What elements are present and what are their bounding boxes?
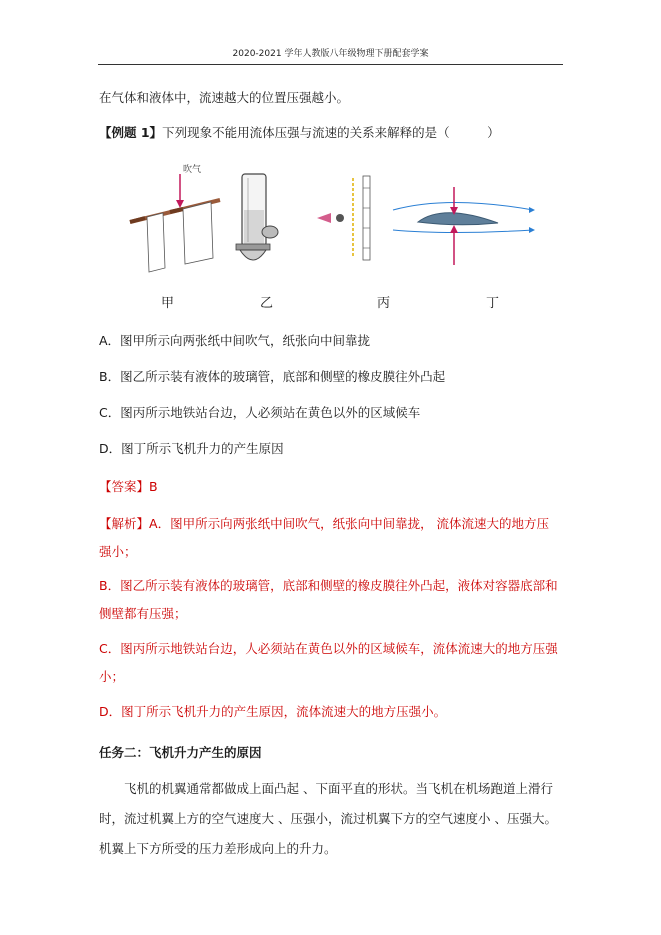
task2-body: 飞机的机翼通常都做成上面凸起 、下面平直的形状。当飞机在机场跑道上滑行时，流过机翼上方的空气速度大 、压强小，流过机翼下方的空气速度小 、压强大。机翼上下方所受的压力差形成向上的升力。 <box>99 781 557 856</box>
header-rule <box>98 64 563 65</box>
airflow-top-head <box>529 207 535 213</box>
side-membrane <box>262 226 278 238</box>
analysis-tag: 【解析】 <box>99 516 150 531</box>
answer-value: B <box>149 479 158 494</box>
blow-label: 吹气 <box>183 164 202 174</box>
analysis-a <box>99 510 561 566</box>
bottom-membrane <box>240 250 266 260</box>
airflow-top <box>393 203 533 211</box>
option-b: B．图乙所示装有液体的玻璃管，底部和侧壁的橡皮膜往外凸起 <box>99 369 446 384</box>
question-text: 下列现象不能用流体压强与流速的关系来解释的是（ ） <box>162 125 500 140</box>
figure-label-yi: 乙 <box>260 296 274 311</box>
figure-bing <box>315 168 385 268</box>
rod-end <box>130 218 145 222</box>
option-c: C．图丙所示地铁站台边，人必须站在黄色以外的区域候车 <box>99 405 421 420</box>
liquid <box>244 210 264 244</box>
figure-ding <box>388 185 538 270</box>
intro-text: 在气体和液体中，流速越大的位置压强越小。 <box>99 90 350 105</box>
page-header: 2020-2021 学年人教版八年级物理下册配套学案 <box>232 49 429 59</box>
airflow-bottom <box>393 230 533 233</box>
analysis-d: D．图丁所示飞机升力的产生原因，流体流速大的地方压强小。 <box>99 704 447 719</box>
example-tag: 【例题 1】 <box>99 125 163 140</box>
airflow-bottom-head <box>529 227 535 233</box>
blow-arrow-head <box>176 200 184 208</box>
tube-base <box>236 244 270 250</box>
airfoil <box>418 213 498 225</box>
analysis-b: B．图乙所示装有液体的玻璃管，底部和侧壁的橡皮膜往外凸起，液体对容器底部和侧壁都有压强； <box>99 578 558 621</box>
analysis-c: C．图丙所示地铁站台边，人必须站在黄色以外的区域候车，流体流速大的地方压强小； <box>99 641 558 684</box>
figure-jia <box>125 160 235 275</box>
option-a: A．图甲所示向两张纸中间吹气，纸张向中间靠拢 <box>99 333 371 348</box>
paper-sheet-left <box>147 213 165 272</box>
person-head <box>336 214 344 222</box>
option-d: D．图丁所示飞机升力的产生原因 <box>99 441 284 456</box>
paper-sheet-right <box>183 202 213 264</box>
example-question <box>99 123 500 141</box>
task2-title: 任务二：飞机升力产生的原因 <box>99 745 262 760</box>
answer-tag: 【答案】 <box>99 479 150 494</box>
figure-label-jia: 甲 <box>161 296 175 311</box>
figure-label-bing: 丙 <box>377 296 391 311</box>
figure-yi <box>228 170 288 275</box>
up-force-head <box>450 225 458 233</box>
train-side <box>363 176 370 260</box>
analysis-a-text: A．图甲所示向两张纸中间吹气，纸张向中间靠拢， 流体流速大的地方压强小； <box>99 516 550 559</box>
air-flow-arrow <box>317 213 331 223</box>
answer-line <box>99 477 158 495</box>
figure-label-ding: 丁 <box>486 296 500 311</box>
